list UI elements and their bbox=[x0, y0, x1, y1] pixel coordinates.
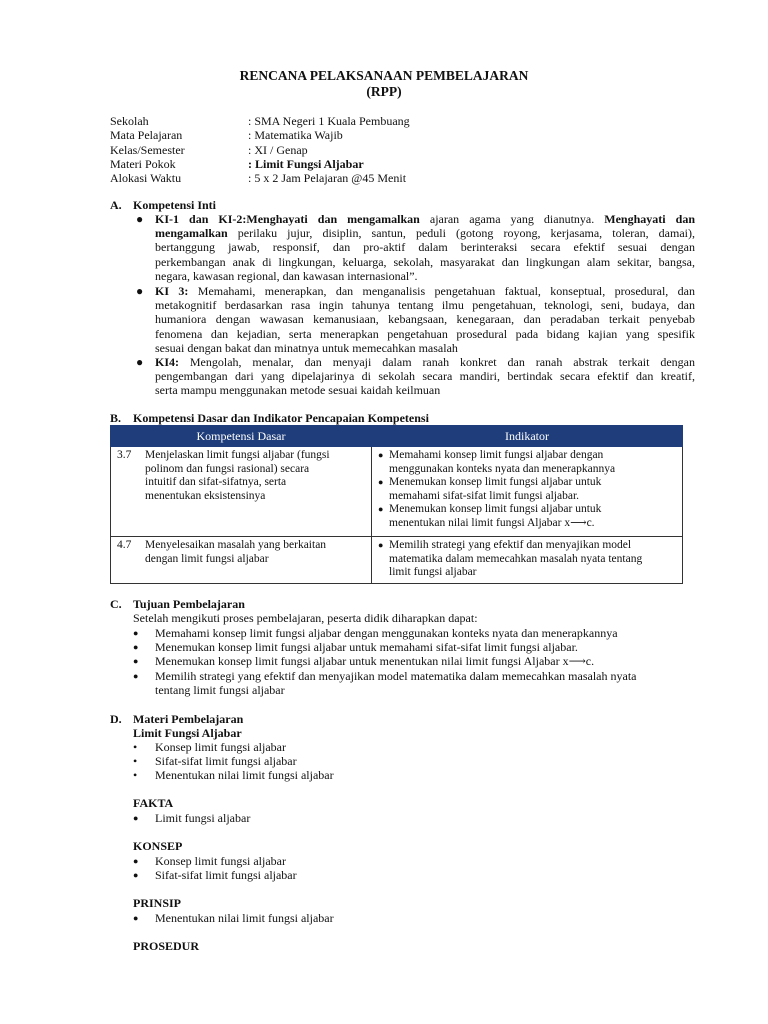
topic-item bbox=[133, 768, 334, 782]
indicator-line: matematika dalam memecahkan masalah nyata tentang bbox=[389, 552, 643, 565]
topic-item-text bbox=[155, 740, 286, 754]
document-subtitle: (RPP) bbox=[366, 84, 402, 99]
identity-value: : SMA Negeri 1 Kuala Pembuang bbox=[248, 114, 410, 128]
indicator-line: Memahami konsep limit fungsi aljabar dengan bbox=[389, 449, 604, 461]
document-title: RENCANA PELAKSANAAN PEMBELAJARAN bbox=[239, 68, 529, 83]
fakta-item bbox=[133, 811, 250, 825]
identity-label: Kelas/Semester bbox=[110, 142, 185, 157]
identity-table bbox=[110, 114, 410, 185]
text-line: Sifat-sifat limit fungsi aljabar bbox=[155, 868, 297, 882]
kd-line: polinom dan fungsi rasional) secara bbox=[145, 462, 310, 475]
objective-item-text bbox=[155, 626, 618, 640]
bullet-icon: ● bbox=[136, 212, 144, 226]
text-line: Menentukan nilai limit fungsi aljabar bbox=[155, 911, 334, 925]
kd-number: 3.7 bbox=[117, 449, 132, 461]
topic-list bbox=[133, 740, 334, 782]
bullet-icon: ● bbox=[136, 355, 144, 369]
konsep-heading: KONSEP bbox=[133, 839, 183, 853]
text-line: Limit fungsi aljabar bbox=[155, 811, 251, 825]
indicator-line: limit fungsi aljabar bbox=[389, 566, 477, 578]
identity-label: Materi Pokok bbox=[110, 156, 176, 171]
indicator-text bbox=[389, 539, 642, 580]
objective-item bbox=[133, 669, 683, 697]
text-line: perkembangan anak di lingkungan, keluarga, sekolah, masyarakat dan lingkungan alam sekitar, bangsa, bbox=[155, 254, 695, 269]
document-title-block bbox=[0, 68, 768, 100]
indicator-text bbox=[389, 476, 601, 503]
bullet-icon: ● bbox=[378, 540, 384, 550]
kd-text bbox=[145, 539, 355, 566]
objective-item-text bbox=[155, 669, 637, 697]
prosedur-heading: PROSEDUR bbox=[133, 939, 200, 953]
objective-item bbox=[133, 640, 683, 654]
topic-item bbox=[133, 754, 334, 768]
objectives-intro: Setelah mengikuti proses pembelajaran, peserta didik diharapkan dapat: bbox=[133, 611, 478, 625]
section-c-heading: C. Tujuan Pembelajaran bbox=[110, 597, 245, 611]
identity-row bbox=[110, 128, 410, 142]
indicator-text bbox=[389, 503, 601, 530]
table-row bbox=[111, 447, 683, 537]
identity-row bbox=[110, 157, 410, 171]
text-line: Konsep limit fungsi aljabar bbox=[155, 740, 286, 754]
konsep-list bbox=[133, 854, 297, 882]
bullet-icon: ● bbox=[133, 628, 139, 638]
text-line: humaniora dengan wawasan kemanusiaan, kebangsaan, kenegaraan, dan peradaban terkait penyebab bbox=[155, 312, 695, 327]
indicator-item bbox=[378, 503, 678, 530]
bullet-icon: ● bbox=[133, 642, 139, 653]
competency-table bbox=[110, 425, 683, 584]
kd-cell bbox=[111, 447, 372, 537]
bullet-icon: • bbox=[133, 768, 138, 782]
kd-number: 4.7 bbox=[117, 539, 132, 551]
identity-value: : 5 x 2 Jam Pelajaran @45 Menit bbox=[248, 171, 407, 186]
fakta-item-text bbox=[155, 811, 250, 825]
text-line: Sifat-sifat limit fungsi aljabar bbox=[155, 754, 297, 768]
bullet-icon: ● bbox=[378, 504, 384, 514]
prinsip-list bbox=[133, 911, 334, 925]
indicator-cell bbox=[372, 537, 683, 584]
indicator-cell bbox=[372, 447, 683, 537]
kd-line: menentukan eksistensinya bbox=[145, 489, 266, 502]
indicator-item bbox=[378, 449, 678, 476]
identity-row bbox=[110, 114, 410, 128]
kd-text bbox=[145, 449, 355, 503]
topic-title: Limit Fungsi Aljabar bbox=[133, 726, 242, 740]
objective-item bbox=[133, 626, 683, 640]
table-header-row bbox=[111, 426, 683, 447]
indicator-line: menggunakan konteks nyata dan menerapkannya bbox=[389, 462, 616, 475]
ki-3-lines bbox=[155, 284, 695, 355]
kd-line: dengan limit fungsi aljabar bbox=[145, 552, 269, 565]
identity-label: Mata Pelajaran bbox=[110, 128, 183, 143]
indicator-item bbox=[378, 539, 678, 580]
topic-item bbox=[133, 740, 334, 754]
text-line: tentang limit fungsi aljabar bbox=[155, 682, 285, 697]
bullet-icon: ● bbox=[133, 856, 139, 866]
text-line: negara, kawasan regional, dan kawasan internasional”. bbox=[155, 268, 418, 283]
text-line: sesuai dengan bakat dan minatnya untuk memecahkan masalah bbox=[155, 340, 458, 355]
konsep-item bbox=[133, 854, 297, 868]
bullet-icon: ● bbox=[133, 870, 139, 880]
identity-row bbox=[110, 143, 410, 157]
indicator-line: Memilih strategi yang efektif dan menyajikan model bbox=[389, 539, 632, 551]
identity-row bbox=[110, 171, 410, 185]
identity-label: Alokasi Waktu bbox=[110, 171, 182, 186]
table-row bbox=[111, 537, 683, 584]
section-b-heading: B. Kompetensi Dasar dan Indikator Pencapaian Kompetensi bbox=[110, 411, 429, 425]
konsep-item-text bbox=[155, 868, 297, 882]
ki-1-2-text bbox=[155, 212, 695, 283]
bullet-icon: ● bbox=[136, 284, 144, 298]
kd-cell bbox=[111, 537, 372, 584]
ki-4-text bbox=[155, 355, 695, 398]
indicator-text bbox=[389, 449, 615, 476]
konsep-item-text bbox=[155, 854, 286, 868]
bullet-icon: ● bbox=[133, 670, 139, 681]
text-line: mengamalkan perilaku jujur, disiplin, santun, peduli (gotong royong, kerjasama, toleran, damai), bbox=[155, 226, 695, 241]
topic-item-text bbox=[155, 768, 334, 782]
ki-3-text bbox=[155, 284, 695, 355]
objective-item-text bbox=[155, 640, 578, 654]
text-line: Menemukan konsep limit fungsi aljabar untuk menentukan nilai limit fungsi Aljabar x⟶c. bbox=[155, 654, 595, 669]
indicator-line: Menemukan konsep limit fungsi aljabar untuk bbox=[389, 476, 602, 488]
identity-value: : Limit Fungsi Aljabar bbox=[248, 156, 364, 171]
objective-item bbox=[133, 654, 683, 668]
bullet-icon: ● bbox=[378, 477, 384, 487]
text-line: KI 3: Memahami, menerapkan, dan menganalisis pengetahuan faktual, konseptual, prosedural, dan bbox=[155, 284, 696, 298]
fakta-heading: FAKTA bbox=[133, 796, 174, 810]
column-header-kd: Kompetensi Dasar bbox=[111, 426, 372, 447]
section-d-heading: D. Materi Pembelajaran bbox=[110, 712, 244, 726]
prinsip-item-text bbox=[155, 911, 334, 925]
indicator-item bbox=[378, 476, 678, 503]
bullet-icon: ● bbox=[133, 656, 139, 667]
text-line: bertanggung jawab, responsif, dan pro-aktif dalam berinteraksi secara efektif sesuai dengan bbox=[155, 240, 695, 255]
ki-4-lines bbox=[155, 355, 695, 398]
identity-value: : Matematika Wajib bbox=[248, 128, 343, 143]
objective-item-text bbox=[155, 654, 594, 668]
text-line: metakognitif berdasarkan rasa ingin tahunya tentang ilmu pengetahuan, teknologi, seni, budaya, dan bbox=[155, 298, 695, 313]
text-line: KI-1 dan KI-2:Menghayati dan mengamalkan ajaran agama yang dianutnya. Menghayati dan bbox=[155, 212, 695, 226]
text-line: Menentukan nilai limit fungsi aljabar bbox=[155, 768, 334, 782]
text-line: Memilih strategi yang efektif dan menyajikan model matematika dalam memecahkan masalah nyata bbox=[155, 668, 637, 683]
column-header-indicator: Indikator bbox=[372, 426, 683, 447]
text-line: KI4: Mengolah, menalar, dan menyaji dalam ranah konkret dan ranah abstrak terkait dengan bbox=[155, 355, 695, 369]
prinsip-heading: PRINSIP bbox=[133, 896, 182, 910]
identity-label: Sekolah bbox=[110, 114, 149, 128]
bullet-icon: ● bbox=[378, 450, 384, 460]
konsep-item bbox=[133, 868, 297, 882]
topic-item-text bbox=[155, 754, 297, 768]
text-line: Memahami konsep limit fungsi aljabar dengan menggunakan konteks nyata dan menerapkannya bbox=[155, 626, 618, 640]
kd-line: Menjelaskan limit fungsi aljabar (fungsi bbox=[145, 449, 330, 461]
identity-value: : XI / Genap bbox=[248, 142, 308, 157]
section-a-heading: A. Kompetensi Inti bbox=[110, 198, 217, 212]
text-line: Konsep limit fungsi aljabar bbox=[155, 854, 286, 868]
bullet-icon: ● bbox=[133, 913, 139, 923]
text-line: fenomena dan kejadian, serta menerapkan pengetahuan prosedural pada bidang kajian yang spesifik bbox=[155, 326, 695, 341]
text-line: serta mampu menggunakan metode sesuai kaidah keilmuan bbox=[155, 383, 441, 398]
objectives-list bbox=[133, 626, 683, 697]
text-line: pengembangan dari yang dipelajarinya di sekolah secara mandiri, bertindak secara efektif dan kreatif, bbox=[155, 369, 695, 384]
text-line: Menemukan konsep limit fungsi aljabar untuk memahami sifat-sifat limit fungsi aljabar. bbox=[155, 640, 578, 655]
bullet-icon: ● bbox=[133, 813, 139, 823]
prinsip-item bbox=[133, 911, 334, 925]
bullet-icon: • bbox=[133, 740, 138, 754]
fakta-list bbox=[133, 811, 250, 825]
indicator-line: memahami sifat-sifat limit fungsi aljabar. bbox=[389, 489, 580, 502]
kd-line: intuitif dan sifat-sifatnya, serta bbox=[145, 476, 287, 488]
bullet-icon: • bbox=[133, 754, 138, 768]
kd-line: Menyelesaikan masalah yang berkaitan bbox=[145, 539, 327, 551]
ki-1-2-lines bbox=[155, 212, 695, 283]
indicator-line: Menemukan konsep limit fungsi aljabar untuk bbox=[389, 503, 602, 515]
indicator-line: menentukan nilai limit fungsi Aljabar x⟶c. bbox=[389, 516, 595, 529]
